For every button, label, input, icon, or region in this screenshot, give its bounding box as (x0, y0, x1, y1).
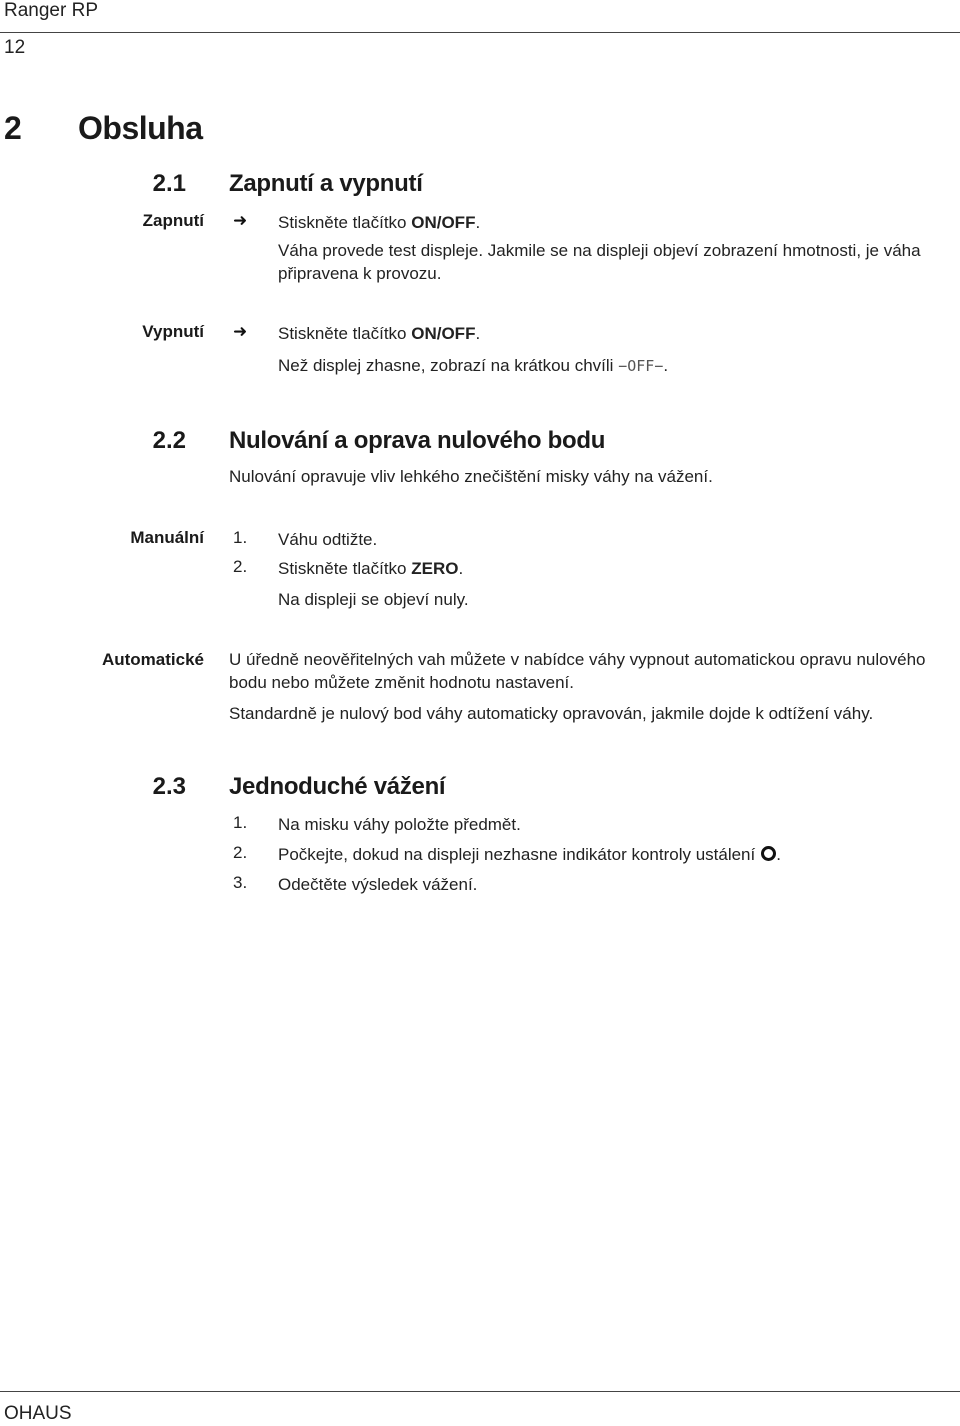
header-title: Ranger RP (4, 0, 98, 21)
on-result-line-2: připravena k provozu. (278, 264, 442, 283)
chapter-title: Obsluha (78, 110, 203, 146)
step-1-text: Na misku váhy položte předmět. (278, 815, 521, 834)
section-2-1-title: Zapnutí a vypnutí (229, 170, 423, 197)
step-3-text: Odečtěte výsledek vážení. (278, 875, 478, 894)
auto-line-1: U úředně neověřitelných vah můžete v nabídce váhy vypnout automatickou opravu nulového (229, 650, 926, 669)
section-2-1-number: 2.1 (152, 170, 186, 197)
arrow-right-icon: ➜ (233, 211, 248, 230)
section-2-2-number: 2.2 (152, 427, 186, 454)
off-label: Vypnutí (142, 322, 204, 341)
on-label: Zapnutí (142, 211, 204, 230)
manual-step-1-number: 1. (233, 528, 248, 547)
stability-indicator-icon (761, 846, 776, 861)
step-1-number: 1. (233, 813, 248, 832)
chapter-number: 2 (4, 110, 22, 146)
step-2-text: Počkejte, dokud na displeji nezhasne indikátor kontroly ustálení . (278, 845, 781, 864)
section-2-3-number: 2.3 (152, 773, 186, 800)
auto-line-2: bodu nebo můžete změnit hodnotu nastavení. (229, 673, 574, 692)
manual-label: Manuální (130, 528, 204, 547)
on-off-key: ON/OFF (411, 324, 476, 343)
footer-brand: OHAUS (4, 1403, 72, 1424)
off-result: Než displej zhasne, zobrazí na krátkou chvíli −OFF−. (278, 356, 669, 375)
arrow-right-icon: ➜ (233, 322, 248, 341)
zero-key: ZERO (411, 559, 459, 578)
section-2-2-title: Nulování a oprava nulového bodu (229, 427, 606, 454)
step-3-number: 3. (233, 873, 248, 892)
header-divider (0, 32, 960, 33)
auto-label: Automatické (101, 650, 204, 669)
on-result-line-1: Váha provede test displeje. Jakmile se na displeji objeví zobrazení hmotnosti, je váha (278, 241, 921, 260)
manual-step-1-text: Váhu odtižte. (278, 530, 378, 549)
manual-result: Na displeji se objeví nuly. (278, 590, 469, 609)
auto-line-3: Standardně je nulový bod váhy automaticky opravován, jakmile dojde k odtížení váhy. (229, 704, 874, 723)
off-step: Stiskněte tlačítko ON/OFF. (278, 324, 481, 343)
manual-step-2-text: Stiskněte tlačítko ZERO. (278, 559, 464, 578)
footer-divider (0, 1391, 960, 1392)
on-step: Stiskněte tlačítko ON/OFF. (278, 213, 481, 232)
section-2-3-title: Jednoduché vážení (229, 773, 446, 800)
step-2-number: 2. (233, 843, 248, 862)
manual-step-2-number: 2. (233, 557, 248, 576)
section-2-2-intro: Nulování opravuje vliv lehkého znečištění misky váhy na vážení. (229, 467, 713, 486)
display-off-text: −OFF− (618, 357, 664, 375)
page-number: 12 (4, 37, 26, 58)
on-off-key: ON/OFF (411, 213, 476, 232)
